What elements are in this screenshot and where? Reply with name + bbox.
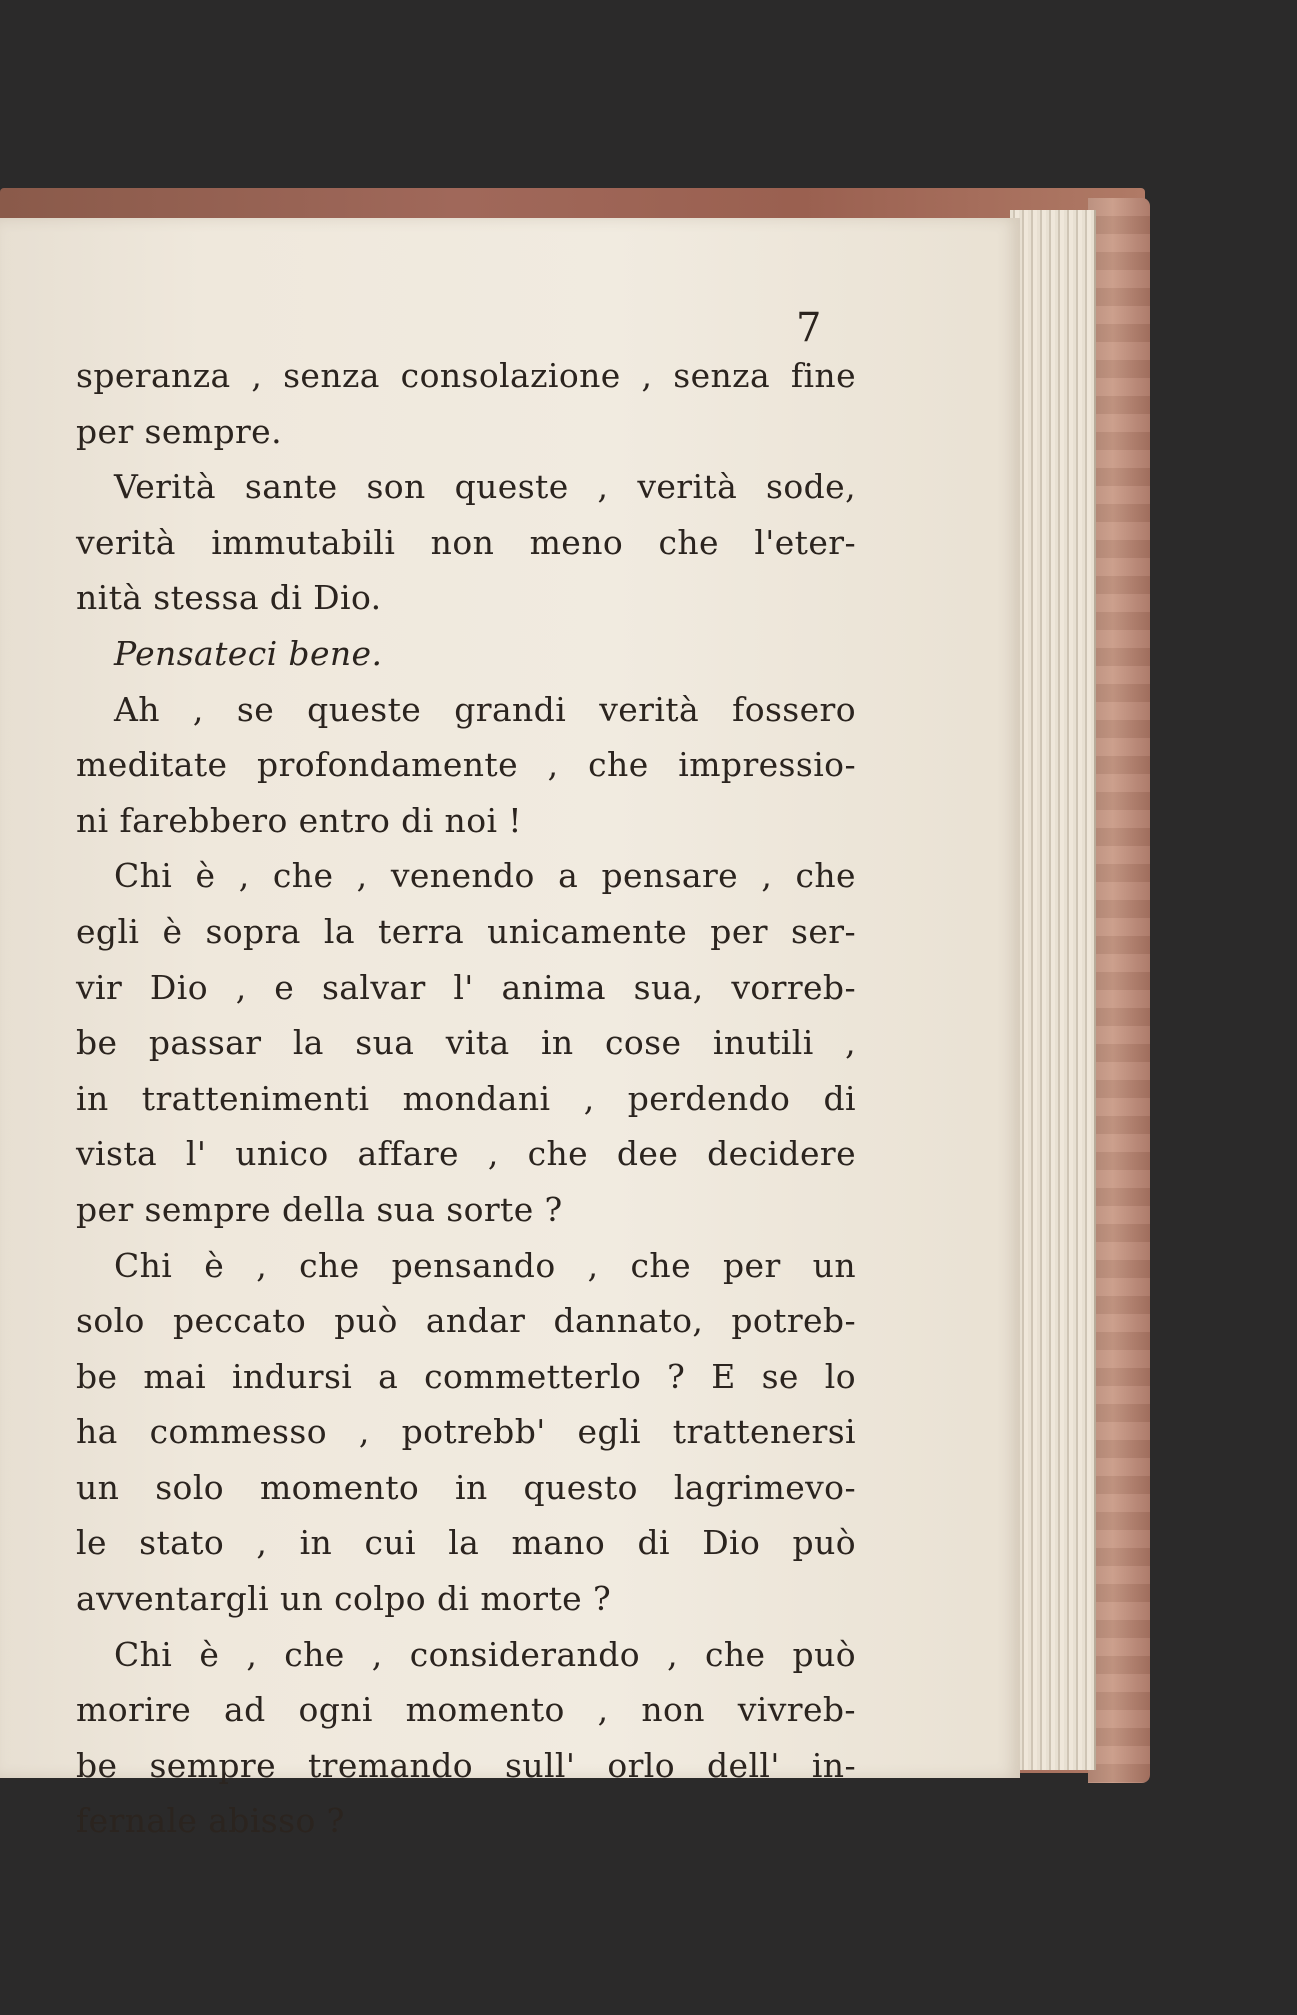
text-line: speranza , senza consolazione , senza fine xyxy=(76,356,856,395)
text-line: be passar la sua vita in cose inutili , xyxy=(76,1023,856,1063)
text-line: ni farebbero entro di noi ! xyxy=(76,800,522,840)
text-line: in trattenimenti mondani , perdendo di xyxy=(76,1078,856,1118)
text-line: solo peccato può andar dannato, potreb- xyxy=(76,1301,856,1341)
text-line: meditate profondamente , che impressio- xyxy=(76,745,856,785)
text-line: vista l' unico affare , che dee decidere xyxy=(76,1134,856,1174)
book xyxy=(0,188,1150,1841)
text-line: nità stessa di Dio. xyxy=(76,578,382,618)
text-block xyxy=(76,348,856,1849)
text-line: per sempre. xyxy=(76,411,282,451)
text-line: morire ad ogni momento , non vivreb- xyxy=(76,1690,856,1730)
text-line: verità immutabili non meno che l'eter- xyxy=(76,522,856,562)
text-line: egli è sopra la terra unicamente per ser- xyxy=(76,911,856,951)
text-line: Chi è , che , considerando , che può xyxy=(114,1634,856,1674)
text-line: un solo momento in questo lagrimevo- xyxy=(76,1467,856,1507)
text-line: Ah , se queste grandi verità fossero xyxy=(114,689,856,729)
text-line: ha commesso , potrebb' egli trattenersi xyxy=(76,1412,856,1452)
text-line: be sempre tremando sull' orlo dell' in- xyxy=(76,1745,856,1785)
text-line: avventargli un colpo di morte ? xyxy=(76,1579,612,1619)
page-stack-edge xyxy=(1010,210,1096,1770)
text-line: Chi è , che , venendo a pensare , che xyxy=(114,856,856,896)
text-line: fernale abisso ? xyxy=(76,1801,345,1841)
text-line: Pensateci bene. xyxy=(114,633,383,673)
text-line: be mai indursi a commetterlo ? E se lo xyxy=(76,1356,856,1396)
page-number: 7 xyxy=(796,305,822,351)
text-line: le stato , in cui la mano di Dio può xyxy=(76,1523,856,1563)
text-line: vir Dio , e salvar l' anima sua, vorreb- xyxy=(76,967,856,1007)
book-page xyxy=(0,218,1020,1841)
text-line: Chi è , che pensando , che per un xyxy=(114,1245,856,1285)
book-spine-edge xyxy=(1088,198,1150,1783)
text-line: Verità sante son queste , verità sode, xyxy=(114,467,856,507)
text-line: per sempre della sua sorte ? xyxy=(76,1189,563,1229)
